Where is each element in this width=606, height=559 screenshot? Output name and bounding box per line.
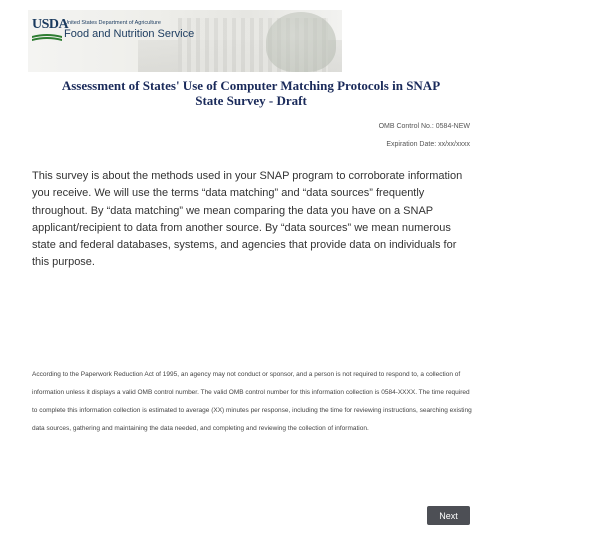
omb-control-number: OMB Control No.: 0584-NEW — [378, 123, 470, 130]
next-button[interactable]: Next — [427, 506, 470, 525]
page-title — [28, 78, 474, 108]
title-line-1: Assessment of States' Use of Computer Matching Protocols in SNAP — [61, 78, 441, 93]
paperwork-notice: According to the Paperwork Reduction Act of 1995, an agency may not conduct or sponsor, and a person is not required to respond to, a collection of information unless it displays a valid OMB control number. The valid OMB control number for this information collection is 0584-XXXX. The time required to complete this information collection is estimated to average (XX) minutes per response, including the time for reviewing instructions, searching existing data sources, gathering and maintaining the data needed, and completing and reviewing the collection of information. — [32, 371, 472, 432]
intro-paragraph: This survey is about the methods used in your SNAP program to corroborate information you receive. We will use the terms “data matching” and “data sources” frequently throughout. By “data matching” we mean comparing the data you have on a SNAP applicant/recipient to data from another source. By “data sources” we mean numerous state and federal databases, systems, and agencies that provide data on individuals for this purpose. — [32, 170, 463, 269]
title-line-2: State Survey - Draft — [195, 93, 307, 108]
usda-logo-icon — [32, 33, 62, 43]
banner-tree-image — [266, 12, 336, 72]
expiration-date: Expiration Date: xx/xx/xxxx — [386, 141, 470, 148]
header-banner — [28, 10, 342, 72]
usda-logo-text: USDA — [32, 17, 69, 32]
agency-department: United States Department of Agriculture — [64, 20, 161, 26]
agency-name: Food and Nutrition Service — [64, 28, 195, 40]
